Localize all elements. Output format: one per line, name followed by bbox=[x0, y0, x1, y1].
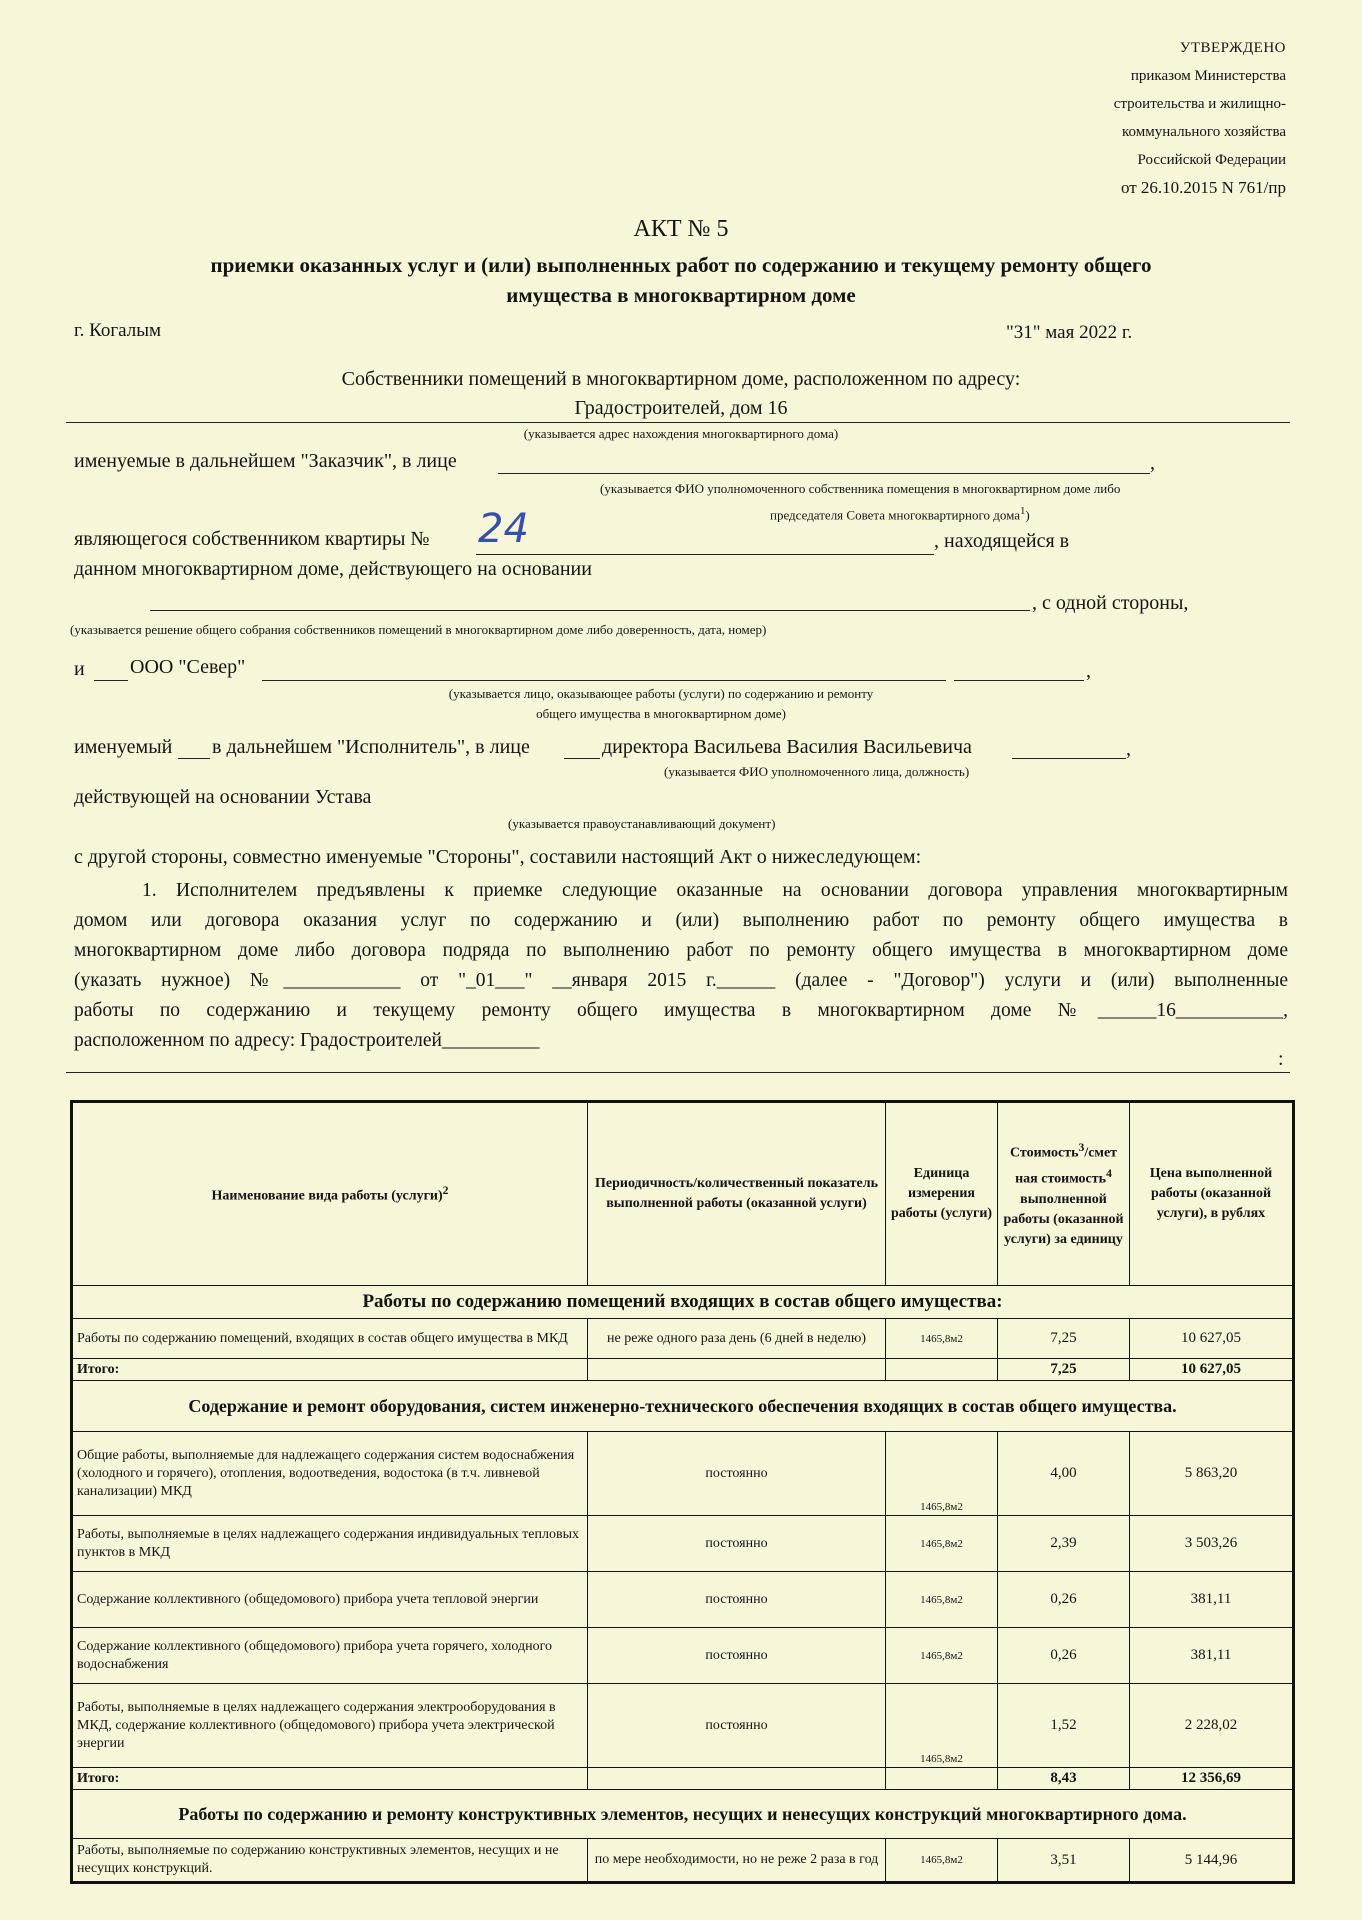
approval-line: приказом Министерства bbox=[1130, 68, 1286, 84]
paragraph-line: работы по содержанию и текущему ремонту общего имущества в многоквартирном доме №______16___________, bbox=[74, 1000, 1288, 1021]
work-period: постоянно bbox=[588, 1628, 886, 1684]
customer-note-text: председателя Совета многоквартирного дома bbox=[770, 507, 1020, 523]
table-row bbox=[72, 1572, 1294, 1628]
header-cost bbox=[998, 1102, 1130, 1286]
owners-text: Собственники помещений в многоквартирном доме, расположенном по адресу: bbox=[341, 368, 1021, 390]
apartment-text: являющегося собственником квартиры № bbox=[74, 528, 430, 550]
header-unit: Единица измерения работы (услуги) bbox=[886, 1102, 998, 1286]
total-price: 10 627,05 bbox=[1130, 1359, 1294, 1381]
empty-cell bbox=[886, 1768, 998, 1790]
work-cost: 7,25 bbox=[998, 1319, 1130, 1359]
blank-line bbox=[94, 680, 128, 681]
work-unit: 1465,8м2 bbox=[886, 1628, 998, 1684]
acting-text: действующей на основании Устава bbox=[74, 786, 372, 808]
empty-cell bbox=[588, 1359, 886, 1381]
work-period: не реже одного раза день (6 дней в неделю) bbox=[588, 1319, 886, 1359]
executor-line bbox=[1012, 758, 1126, 759]
approval-line: коммунального хозяйства bbox=[1122, 124, 1286, 140]
header-cost-text: Стоимость bbox=[1009, 1146, 1079, 1161]
table-header-row bbox=[72, 1102, 1294, 1286]
work-cost: 0,26 bbox=[998, 1572, 1130, 1628]
executor-text: в дальнейшем "Исполнитель", в лице bbox=[212, 736, 530, 758]
work-name: Содержание коллективного (общедомового) прибора учета горячего, холодного водоснабжения bbox=[72, 1628, 588, 1684]
total-row bbox=[72, 1768, 1294, 1790]
works-table bbox=[70, 1100, 1295, 1884]
paragraph-line: (указать нужное) №____________ от "_01___" __января 2015 г.______ (далее - "Договор") услуги и (или) выполненные bbox=[74, 970, 1288, 991]
work-price: 3 503,26 bbox=[1130, 1516, 1294, 1572]
work-price: 381,11 bbox=[1130, 1628, 1294, 1684]
address-line-2 bbox=[66, 1072, 1290, 1073]
contractor-line-2 bbox=[954, 680, 1084, 681]
work-period: постоянно bbox=[588, 1516, 886, 1572]
section-title: Работы по содержанию и ремонту конструктивных элементов, несущих и ненесущих конструкций многоквартирного дома. bbox=[72, 1790, 1294, 1839]
basis-note: (указывается решение общего собрания собственников помещений в многоквартирном доме либо доверенность, дата, номер) bbox=[70, 622, 767, 637]
paragraph-line: многоквартирном доме либо договора подряда по выполнению работ по ремонту общего имущества в многоквартирном доме bbox=[74, 940, 1288, 961]
customer-note: (указывается ФИО уполномоченного собственника помещения в многоквартирном доме либо bbox=[600, 481, 1121, 496]
blank-line bbox=[564, 758, 600, 759]
paragraph-line: домом или договора оказания услуг по содержанию и (или) выполнению работ по ремонту общего имущества в bbox=[74, 910, 1288, 931]
basis-line bbox=[150, 610, 1030, 611]
work-period: постоянно bbox=[588, 1572, 886, 1628]
customer-line bbox=[498, 473, 1150, 474]
header-cost-text: /смет ная стоимость bbox=[1015, 1146, 1118, 1187]
total-label: Итого: bbox=[72, 1359, 588, 1381]
address-note: (указывается адрес нахождения многоквартирного дома) bbox=[523, 426, 839, 441]
empty-cell bbox=[588, 1768, 886, 1790]
contractor-name: ООО "Север" bbox=[130, 656, 246, 678]
work-unit: 1465,8м2 bbox=[886, 1572, 998, 1628]
table-row bbox=[72, 1516, 1294, 1572]
work-period: по мере необходимости, но не реже 2 раза в год bbox=[588, 1839, 886, 1883]
and-text: и bbox=[74, 658, 85, 680]
other-side-text: с другой стороны, совместно именуемые "Стороны", составили настоящий Акт о нижеследующем: bbox=[74, 846, 922, 868]
house-address: Градостроителей, дом 16 bbox=[574, 397, 788, 419]
header-name bbox=[72, 1102, 588, 1286]
section-title: Работы по содержанию помещений входящих в состав общего имущества: bbox=[72, 1286, 1294, 1319]
table-row bbox=[72, 1432, 1294, 1516]
work-price: 5 144,96 bbox=[1130, 1839, 1294, 1883]
customer-text: именуемые в дальнейшем "Заказчик", в лице bbox=[74, 450, 457, 472]
address-line bbox=[66, 422, 1290, 423]
act-subtitle-line: имущества в многоквартирном доме bbox=[506, 283, 856, 307]
blank-line bbox=[178, 758, 210, 759]
work-name: Работы по содержанию помещений, входящих в состав общего имущества в МКД bbox=[72, 1319, 588, 1359]
work-cost: 2,39 bbox=[998, 1516, 1130, 1572]
contractor-note: общего имущества в многоквартирном доме) bbox=[536, 706, 786, 721]
comma: , bbox=[1126, 738, 1131, 760]
work-price: 5 863,20 bbox=[1130, 1432, 1294, 1516]
act-subtitle-line: приемки оказанных услуг и (или) выполненных работ по содержанию и текущему ремонту общего bbox=[210, 253, 1152, 277]
one-side: , с одной стороны, bbox=[1032, 592, 1189, 614]
work-period: постоянно bbox=[588, 1684, 886, 1768]
paragraph-1 bbox=[74, 876, 1288, 1056]
work-price: 2 228,02 bbox=[1130, 1684, 1294, 1768]
customer-note-close: ) bbox=[1025, 507, 1030, 523]
act-date: "31" мая 2022 г. bbox=[1006, 322, 1133, 343]
header-periodicity: Периодичность/количественный показатель выполненной работы (оказанной услуги) bbox=[588, 1102, 886, 1286]
section-title: Содержание и ремонт оборудования, систем инженерно-технического обеспечения входящих в состав общего имущества. bbox=[72, 1381, 1294, 1432]
executor-text: именуемый bbox=[74, 736, 173, 758]
section-row bbox=[72, 1381, 1294, 1432]
header-name-text: Наименование вида работы (услуги) bbox=[211, 1188, 443, 1204]
executor-note: (указывается ФИО уполномоченного лица, должность) bbox=[664, 764, 970, 779]
footnote-mark: 4 bbox=[1106, 1167, 1112, 1180]
approval-order-date: от 26.10.2015 N 761/пр bbox=[1120, 178, 1286, 197]
approval-line: строительства и жилищно- bbox=[1113, 96, 1286, 112]
table-row bbox=[72, 1319, 1294, 1359]
footnote-mark: 2 bbox=[442, 1184, 449, 1198]
act-title: АКТ № 5 bbox=[633, 216, 729, 242]
header-cost-text: выполненной работы (оказанной услуги) за единицу bbox=[1003, 1191, 1124, 1247]
contractor-line bbox=[262, 680, 946, 681]
work-name: Работы, выполняемые в целях надлежащего содержания электрооборудования в МКД, содержание коллективного (общедомового) прибора учета электрической энергии bbox=[72, 1684, 588, 1768]
work-unit: 1465,8м2 bbox=[886, 1516, 998, 1572]
paragraph-line: 1. Исполнителем предъявлены к приемке следующие оказанные на основании договора управления многоквартирным bbox=[142, 880, 1288, 901]
total-label: Итого: bbox=[72, 1768, 588, 1790]
empty-cell bbox=[886, 1359, 998, 1381]
customer-note bbox=[770, 505, 1030, 523]
table-row bbox=[72, 1839, 1294, 1883]
work-cost: 3,51 bbox=[998, 1839, 1130, 1883]
total-price: 12 356,69 bbox=[1130, 1768, 1294, 1790]
work-price: 381,11 bbox=[1130, 1572, 1294, 1628]
comma: , bbox=[1150, 452, 1155, 474]
apartment-number: 24 bbox=[478, 506, 529, 552]
executor-person: директора Васильева Василия Васильевича bbox=[602, 736, 972, 758]
work-unit: 1465,8м2 bbox=[886, 1839, 998, 1883]
approval-heading: УТВЕРЖДЕНО bbox=[1179, 40, 1286, 56]
work-period: постоянно bbox=[588, 1432, 886, 1516]
header-price: Цена выполненной работы (оказанной услуги), в рублях bbox=[1130, 1102, 1294, 1286]
work-cost: 0,26 bbox=[998, 1628, 1130, 1684]
table-row bbox=[72, 1628, 1294, 1684]
work-unit: 1465,8м2 bbox=[886, 1432, 998, 1516]
work-unit: 1465,8м2 bbox=[886, 1319, 998, 1359]
work-name: Общие работы, выполняемые для надлежащего содержания систем водоснабжения (холодного и горячего), отопления, водоотведения, водостока (в т.ч. ливневой канализации) МКД bbox=[72, 1432, 588, 1516]
comma: , bbox=[1086, 660, 1091, 682]
apartment-after: , находящейся в bbox=[934, 530, 1070, 552]
section-row bbox=[72, 1790, 1294, 1839]
work-cost: 4,00 bbox=[998, 1432, 1130, 1516]
footnote-mark: 1 bbox=[1019, 505, 1026, 517]
approval-line: Российской Федерации bbox=[1137, 152, 1286, 168]
contractor-note: (указывается лицо, оказывающее работы (услуги) по содержанию и ремонту bbox=[448, 686, 874, 701]
work-unit: 1465,8м2 bbox=[886, 1684, 998, 1768]
city: г. Когалым bbox=[74, 320, 162, 341]
total-row bbox=[72, 1359, 1294, 1381]
total-cost: 8,43 bbox=[998, 1768, 1130, 1790]
paragraph-line: расположенном по адресу: Градостроителей__________ bbox=[74, 1030, 540, 1051]
work-name: Работы, выполняемые в целях надлежащего содержания индивидуальных тепловых пунктов в МКД bbox=[72, 1516, 588, 1572]
apartment-line bbox=[476, 554, 934, 555]
work-price: 10 627,05 bbox=[1130, 1319, 1294, 1359]
work-name: Содержание коллективного (общедомового) прибора учета тепловой энергии bbox=[72, 1572, 588, 1628]
act-subtitle bbox=[0, 250, 1362, 310]
section-row bbox=[72, 1286, 1294, 1319]
colon: : bbox=[1278, 1048, 1284, 1070]
total-cost: 7,25 bbox=[998, 1359, 1130, 1381]
acting-note: (указывается правоустанавливающий документ) bbox=[508, 816, 776, 831]
table-row bbox=[72, 1684, 1294, 1768]
approval-block bbox=[1114, 34, 1286, 202]
work-name: Работы, выполняемые по содержанию конструктивных элементов, несущих и не несущих конструкций. bbox=[72, 1839, 588, 1883]
footnote-mark: 3 bbox=[1078, 1141, 1085, 1155]
work-cost: 1,52 bbox=[998, 1684, 1130, 1768]
basis-text: данном многоквартирном доме, действующего на основании bbox=[74, 558, 592, 580]
